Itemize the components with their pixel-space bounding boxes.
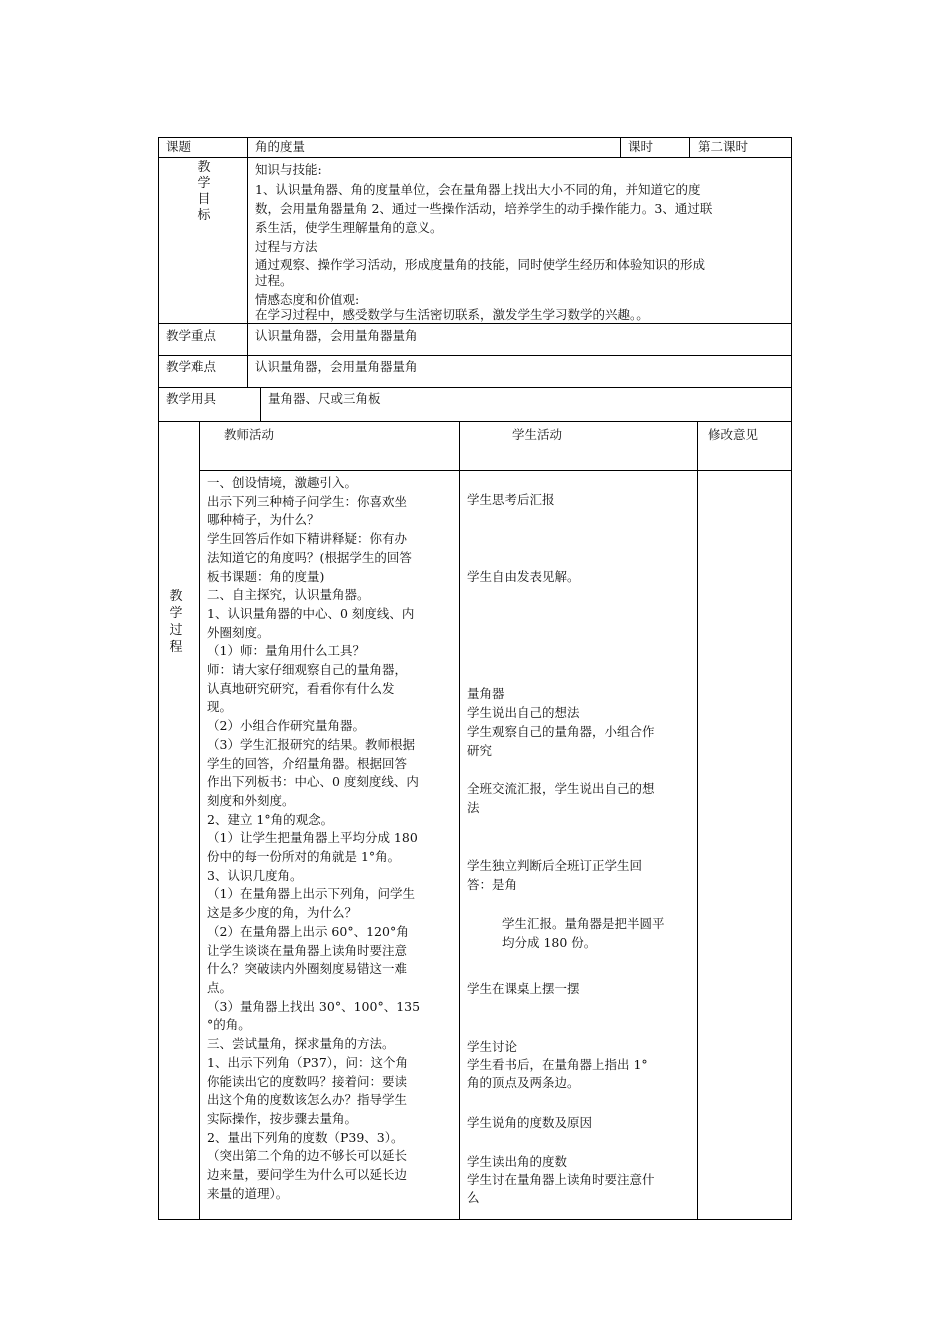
teacher-activity-line: 出示下列三种椅子问学生：你喜欢坐 xyxy=(207,493,408,509)
teacher-activity-line: 作出下列板书：中心、0 度刻度线、内 xyxy=(207,774,419,790)
row-sep-6 xyxy=(199,470,792,471)
col-sep-tools xyxy=(260,387,261,422)
student-block-10: 学生读出角的度数 学生讨在量角器上读角时要注意什 么 xyxy=(467,1154,655,1205)
teacher-activity-line: 一、创设情境，激趣引入。 xyxy=(207,475,358,490)
teacher-activity-column xyxy=(207,474,457,1203)
topic-label: 课题 xyxy=(166,139,192,154)
col-sep-label xyxy=(247,137,248,387)
difficult-point-value: 认识量角器，会用量角器量角 xyxy=(255,359,418,374)
teacher-activity-line: 实际操作，按步骤去量角。 xyxy=(207,1110,358,1126)
border-left xyxy=(158,137,159,1220)
teacher-activity-line: （2）小组合作研究量角器。 xyxy=(207,718,365,734)
knowledge-line: 1、认识量角器、角的度量单位，会在量角器上找出大小不同的角，并知道它的度 xyxy=(255,182,701,197)
col-sep-teacher xyxy=(459,421,460,1220)
student-block-6: 学生汇报。量角器是把半圆平 均分成 180 份。 xyxy=(502,916,665,950)
teacher-activity-line: 出这个角的度数该怎么办？指导学生 xyxy=(207,1092,408,1108)
topic-value: 角的度量 xyxy=(255,139,306,154)
teacher-activity-line: 让学生谈谈在量角器上读角时要注意 xyxy=(207,942,408,958)
row-sep-4 xyxy=(158,387,792,388)
teacher-activity-line: 刻度和外刻度。 xyxy=(207,792,295,808)
knowledge-line: 系生活，使学生理解量角的意义。 xyxy=(255,220,443,235)
tools-value: 量角器、尺或三角板 xyxy=(268,391,381,406)
teacher-activity-line: 法知道它的角度吗？(根据学生的回答 xyxy=(207,549,412,565)
teacher-activity-line: 边来量，要问学生为什么可以延长边 xyxy=(207,1167,408,1183)
teacher-activity-line: 二、自主探究，认识量角器。 xyxy=(207,587,370,603)
teacher-activity-line: 三、尝试量角，探求量角的方法。 xyxy=(207,1036,395,1052)
process-title: 过程与方法 xyxy=(255,239,318,254)
difficult-point-label: 教学难点 xyxy=(166,359,217,374)
col-sep-period-value xyxy=(689,137,690,158)
teacher-activity-line: 学生的回答，介绍量角器。根据回答 xyxy=(207,755,408,771)
teacher-activity-line: 份中的每一份所对的角就是 1°角。 xyxy=(207,849,401,865)
student-block-9: 学生说角的度数及原因 xyxy=(467,1115,593,1130)
student-block-7: 学生在课桌上摆一摆 xyxy=(467,981,580,996)
student-block-5: 学生独立判断后全班订正学生回 答：是角 xyxy=(467,858,643,892)
teacher-activity-line: °的角。 xyxy=(207,1017,251,1033)
teacher-activity-line: （3）量角器上找出 30°、100°、135 xyxy=(207,998,421,1014)
teacher-activity-line: 3、认识几度角。 xyxy=(207,867,303,883)
process-label-char-1: 教 xyxy=(169,589,183,604)
col-sep-period-label xyxy=(620,137,621,158)
process-line: 通过观察、操作学习活动，形成度量角的技能，同时使学生经历和体验知识的形成 xyxy=(255,257,706,272)
teacher-activity-line: 板书课题：角的度量) xyxy=(207,568,325,584)
goals-label-char-4: 标 xyxy=(197,208,211,223)
teacher-activity-line: 你能读出它的度数吗？接着问：要读 xyxy=(207,1073,408,1089)
col-header-teacher: 教师活动 xyxy=(224,427,275,442)
key-point-value: 认识量角器，会用量角器量角 xyxy=(255,328,418,343)
teacher-activity-line: （1）让学生把量角器上平均分成 180 xyxy=(207,830,418,846)
teacher-activity-line: 哪种椅子，为什么？ xyxy=(207,512,320,528)
goals-label-char-1: 教 xyxy=(197,160,211,175)
teacher-activity-line: 现。 xyxy=(207,699,233,715)
row-sep-1 xyxy=(158,157,792,158)
student-block-3: 量角器 学生说出自己的想法 学生观察自己的量角器，小组合作 研究 xyxy=(467,686,655,758)
col-header-student: 学生活动 xyxy=(512,427,563,442)
student-block-1: 学生思考后汇报 xyxy=(467,492,555,507)
border-top xyxy=(158,137,792,138)
student-block-4: 全班交流汇报，学生说出自己的想 法 xyxy=(467,781,655,815)
row-sep-3 xyxy=(158,355,792,356)
period-value: 第二课时 xyxy=(698,139,749,154)
col-sep-student xyxy=(697,421,698,1220)
teacher-activity-line: 1、出示下列角（P37），问：这个角 xyxy=(207,1054,409,1070)
student-block-8: 学生讨论 学生看书后，在量角器上指出 1° 角的顶点及两条边。 xyxy=(467,1039,648,1090)
teacher-activity-line: 来量的道理）。 xyxy=(207,1185,289,1201)
col-header-notes: 修改意见 xyxy=(708,427,759,442)
teacher-activity-line: （1）在量角器上出示下列角，问学生 xyxy=(207,886,415,902)
teacher-activity-line: （2）在量角器上出示 60°、120°角 xyxy=(207,923,409,939)
teacher-activity-line: 认真地研究研究，看看你有什么发 xyxy=(207,680,395,696)
teacher-activity-line: 这是多少度的角，为什么？ xyxy=(207,905,358,921)
teacher-activity-line: （3）学生汇报研究的结果。教师根据 xyxy=(207,736,415,752)
goals-label-char-3: 目 xyxy=(197,192,211,207)
teacher-activity-line: 点。 xyxy=(207,979,233,995)
teacher-activity-line: 2、建立 1°角的观念。 xyxy=(207,811,334,827)
border-right xyxy=(791,137,792,1220)
emotion-title: 情感态度和价值观: xyxy=(255,292,360,307)
col-sep-process-label xyxy=(199,421,200,1220)
teacher-activity-line: （1）师：量角用什么工具？ xyxy=(207,643,365,659)
key-point-label: 教学重点 xyxy=(166,328,217,343)
process-line: 过程。 xyxy=(255,273,293,288)
student-block-2: 学生自由发表见解。 xyxy=(467,569,580,584)
process-label-char-4: 程 xyxy=(169,640,183,655)
teacher-activity-line: 学生回答后作如下精讲释疑：你有办 xyxy=(207,531,408,547)
teacher-activity-line: 2、量出下列角的度数（P39、3）。 xyxy=(207,1129,404,1145)
teacher-activity-line: 1、认识量角器的中心、0 刻度线、内 xyxy=(207,605,415,621)
goals-label-char-2: 学 xyxy=(197,176,211,191)
teacher-activity-line: （突出第二个角的边不够长可以延长 xyxy=(207,1148,408,1164)
tools-label: 教学用具 xyxy=(166,391,217,406)
knowledge-line: 数，会用量角器量角 2、通过一些操作活动，培养学生的动手操作能力。3、通过联 xyxy=(255,201,713,216)
teacher-activity-line: 外圈刻度。 xyxy=(207,624,270,640)
process-label-char-2: 学 xyxy=(169,606,183,621)
process-label-char-3: 过 xyxy=(169,623,183,638)
teacher-activity-line: 师：请大家仔细观察自己的量角器， xyxy=(207,662,408,678)
emotion-line: 在学习过程中，感受数学与生活密切联系，激发学生学习数学的兴趣。。 xyxy=(255,307,649,322)
period-label: 课时 xyxy=(628,139,654,154)
teacher-activity-line: 什么？突破读内外圈刻度易错这一难 xyxy=(207,961,408,977)
knowledge-title: 知识与技能: xyxy=(255,162,322,177)
